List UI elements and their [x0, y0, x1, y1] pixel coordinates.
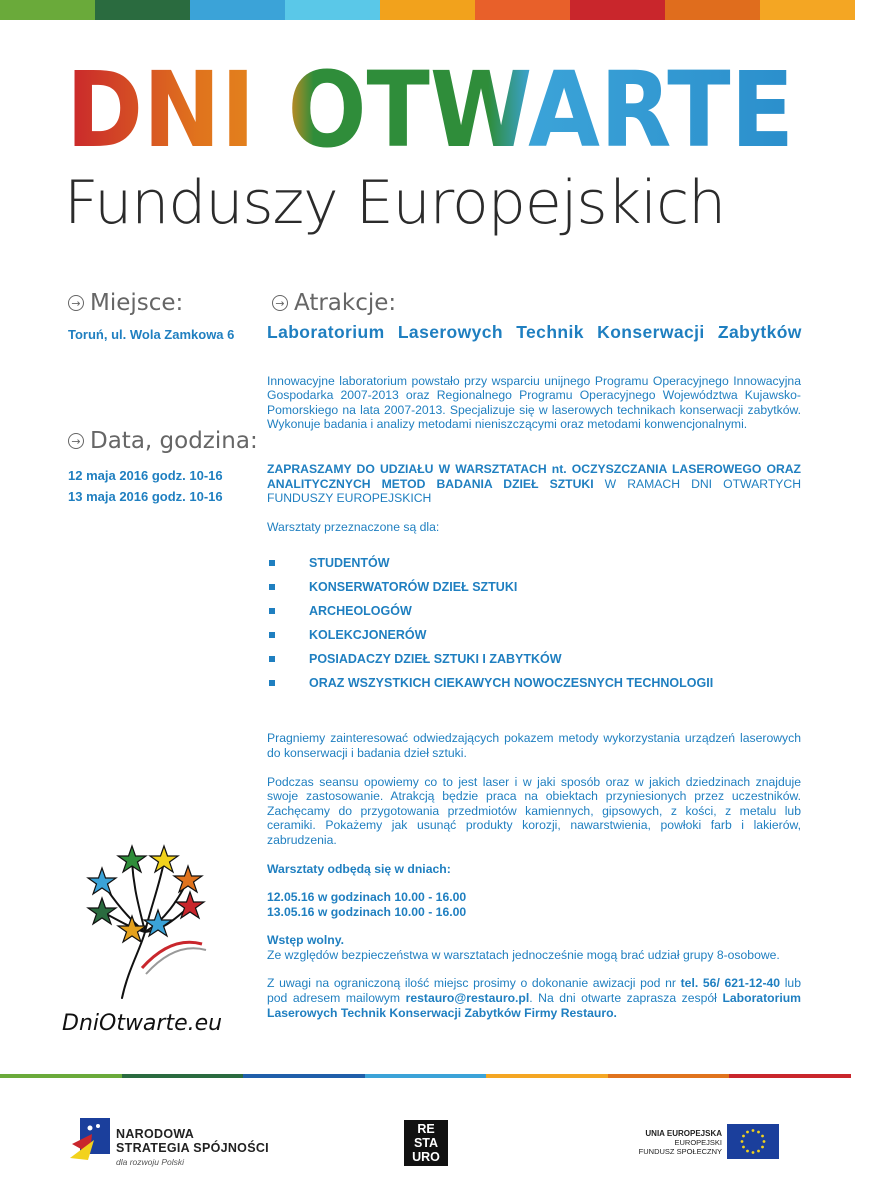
stripe-segment — [243, 1074, 365, 1078]
list-item-label: ORAZ WSZYSTKICH CIEKAWYCH NOWOCZESNYCH TECHNOLOGII — [309, 676, 714, 691]
targets-intro: Warsztaty przeznaczone są dla: — [267, 519, 440, 534]
list-item — [267, 575, 801, 599]
eu-star-icon — [761, 1135, 764, 1138]
stripe-segment — [608, 1074, 730, 1078]
list-item-label: KONSERWATORÓW DZIEŁ SZTUKI — [309, 580, 518, 595]
eu-star-icon — [746, 1131, 749, 1134]
restauro-line: URO — [412, 1150, 440, 1164]
stripe-segment — [285, 0, 380, 20]
square-bullet-icon — [269, 680, 275, 686]
dni-otwarte-logo — [60, 840, 240, 1040]
nss-subtitle: dla rozwoju Polski — [116, 1157, 185, 1167]
stripe-segment — [365, 1074, 487, 1078]
free-entry: Wstęp wolny. — [267, 933, 344, 948]
eu-line2: EUROPEJSKI — [674, 1138, 722, 1147]
eu-star-icon — [761, 1146, 764, 1149]
date-heading-label: Data, godzina: — [90, 428, 258, 454]
square-bullet-icon — [269, 560, 275, 566]
arrow-circle-icon: → — [68, 433, 84, 449]
list-item — [267, 551, 801, 575]
square-bullet-icon — [269, 584, 275, 590]
stripe-segment — [760, 0, 855, 20]
attractions-heading — [272, 290, 396, 316]
bottom-color-stripe — [0, 1074, 851, 1078]
phone-number: tel. 56/ 621-12-40 — [680, 976, 781, 991]
nss-line2: STRATEGIA SPÓJNOŚCI — [116, 1141, 269, 1155]
place-heading-label: Miejsce: — [90, 290, 184, 316]
eu-star-icon — [741, 1140, 744, 1143]
square-bullet-icon — [269, 608, 275, 614]
eu-flag-icon — [727, 1124, 779, 1159]
stripe-segment — [122, 1074, 244, 1078]
eu-line3: FUNDUSZ SPOŁECZNY — [638, 1147, 722, 1156]
arrow-circle-icon: → — [272, 295, 288, 311]
list-item — [267, 647, 801, 671]
list-item-label: ARCHEOLOGÓW — [309, 604, 412, 619]
notice-text: Z uwagi na ograniczoną ilość miejsc prosimy o dokonanie awizacji pod nr — [267, 976, 681, 991]
eu-star-icon — [763, 1140, 766, 1143]
list-item — [267, 671, 801, 695]
invite-paragraph — [267, 462, 801, 506]
subtitle: Funduszy Europejskich — [64, 168, 726, 238]
stars-bouquet-icon — [60, 840, 240, 1040]
place-heading — [68, 290, 183, 316]
nss-line1: NARODOWA — [116, 1127, 195, 1141]
headline-dni-otwarte — [66, 49, 796, 171]
square-bullet-icon — [269, 632, 275, 638]
list-item-label: KOLEKCJONERÓW — [309, 628, 427, 643]
eu-star-icon — [752, 1129, 755, 1132]
date-line: 13 maja 2016 godz. 10-16 — [68, 489, 223, 504]
eu-text — [600, 1129, 722, 1156]
main-content — [267, 322, 802, 1020]
session-paragraph: Podczas seansu opowiemy co to jest laser i w jaki sposób oraz w jakich dziedzinach znajduje swoje zastosowanie. Atrakcją będzie praca na obiektach przyniesionych przez uczestników. Zachęcamy do przygotowania przedmiotów kamiennych, gipsowych, z kości, z metalu lub ceramiki. Pokażemy jak usunąć produkty korozji, nawarstwienia, powłoki farb i lakierów, zabrudzenia. — [267, 774, 801, 847]
eu-star-icon — [742, 1146, 745, 1149]
stripe-segment — [190, 0, 285, 20]
schedule-heading: Warsztaty odbędą się w dniach: — [267, 861, 451, 876]
eu-star-icon — [752, 1151, 755, 1154]
logo-caption: DniOtwarte.eu — [62, 1011, 223, 1036]
eu-line1: UNIA EUROPEJSKA — [645, 1129, 722, 1138]
schedule-line: 12.05.16 w godzinach 10.00 - 16.00 — [267, 890, 467, 905]
restauro-logo — [404, 1120, 448, 1166]
list-item-label: POSIADACZY DZIEŁ SZTUKI I ZABYTKÓW — [309, 652, 562, 667]
restauro-line: RE — [417, 1122, 435, 1136]
registration-paragraph — [267, 976, 801, 1020]
restauro-line: STA — [413, 1136, 439, 1150]
intro-paragraph: Innowacyjne laboratorium powstało przy wsparciu unijnego Programu Operacyjnego Innowacyjna Gospodarka 2007-2013 oraz Regionalnego Programu Operacyjnego Województwa Kujawsko-Pomorskiego na lata 2007-2013. Specjalizuje się w laserowych technikach konserwacji zabytków. Wykonuje badania i analizy metodami nieniszczącymi oraz metodami konwencjonalnymi. — [267, 373, 801, 432]
eu-star-icon — [757, 1131, 760, 1134]
stripe-segment — [95, 0, 190, 20]
date-line: 12 maja 2016 godz. 10-16 — [68, 468, 223, 483]
date-list — [68, 465, 223, 507]
top-color-stripe — [0, 0, 855, 20]
headline-text: DNI OTWARTE — [66, 49, 794, 171]
schedule-line: 13.05.16 w godzinach 10.00 - 16.00 — [267, 904, 467, 919]
list-item-label: STUDENTÓW — [309, 556, 390, 571]
notice-text: . Na dni otwarte zaprasza zespół — [529, 991, 723, 1006]
safety-note: Ze względów bezpieczeństwa w warsztatach jednocześnie mogą brać udział grupy 8-osobowe. — [267, 947, 780, 962]
arrow-circle-icon: → — [68, 295, 84, 311]
stripe-segment — [665, 0, 760, 20]
square-bullet-icon — [269, 656, 275, 662]
nss-logo-icon — [70, 1114, 112, 1160]
stripe-segment — [380, 0, 475, 20]
nss-text — [116, 1127, 269, 1169]
stripe-segment — [475, 0, 570, 20]
lab-title: Laboratorium Laserowych Technik Konserwacji Zabytków — [267, 322, 802, 342]
stripe-segment — [0, 1074, 122, 1078]
list-item — [267, 599, 801, 623]
list-item — [267, 623, 801, 647]
stripe-segment — [570, 0, 665, 20]
notice-text: lub pod adresem mailowym — [267, 976, 801, 1006]
demo-paragraph: Pragniemy zainteresować odwiedzających pokazem metody wykorzystania urządzeń laserowych do konserwacji i badania dzieł sztuki. — [267, 731, 801, 760]
invite-bold: ZAPRASZAMY DO UDZIAŁU W WARSZTATACH nt. OCZYSZCZANIA LASEROWEGO ORAZ ANALITYCZNYCH METOD BADANIA DZIEŁ SZTUKI — [267, 461, 801, 491]
eu-star-icon — [757, 1150, 760, 1153]
invite-rest: W RAMACH DNI OTWARTYCH FUNDUSZY EUROPEJSKICH — [267, 476, 801, 506]
target-list — [267, 551, 801, 695]
eu-star-icon — [746, 1150, 749, 1153]
attractions-heading-label: Atrakcje: — [294, 290, 397, 316]
team-name: Laboratorium Laserowych Technik Konserwacji Zabytków Firmy Restauro. — [267, 991, 801, 1020]
stripe-segment — [486, 1074, 608, 1078]
stripe-segment — [729, 1074, 851, 1078]
email-link[interactable]: restauro@restauro.pl — [405, 991, 530, 1006]
date-heading — [68, 428, 258, 454]
stripe-segment — [0, 0, 95, 20]
eu-star-icon — [742, 1135, 745, 1138]
place-value: Toruń, ul. Wola Zamkowa 6 — [68, 327, 235, 342]
